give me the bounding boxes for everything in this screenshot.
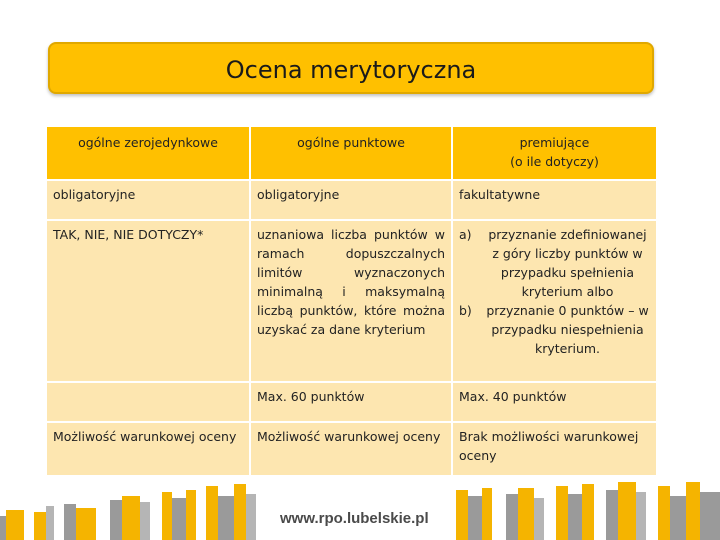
header-premiujace: premiujące (o ile dotyczy) <box>452 127 656 180</box>
option-marker: b) <box>459 303 472 318</box>
right-blocks <box>456 482 720 540</box>
header-punktowe: ogólne punktowe <box>250 127 452 180</box>
table-row <box>47 180 656 220</box>
cell-max-2: Max. 60 punktów <box>250 382 452 422</box>
option-text: przyznanie 0 punktów – w przypadku niespełnienia kryterium. <box>486 303 649 356</box>
cell-cond-1: Możliwość warunkowej oceny <box>47 422 250 475</box>
cell-cond-3: Brak możliwości warunkowej oceny <box>452 422 656 475</box>
cell-oblig-1: obligatoryjne <box>47 180 250 220</box>
list-item <box>459 225 650 301</box>
criteria-table <box>47 127 656 475</box>
cell-desc-2: uznaniowa liczba punktów w ramach dopuszczalnych limitów wyznaczonych minimalną i maksymalną liczbą punktów, które można uzyskać za dane kryterium <box>250 220 452 382</box>
table-row <box>47 422 656 475</box>
cell-cond-2: Możliwość warunkowej oceny <box>250 422 452 475</box>
title-banner <box>48 42 654 94</box>
cell-oblig-2: obligatoryjne <box>250 180 452 220</box>
cell-desc-3 <box>452 220 656 382</box>
list-item <box>459 301 650 358</box>
cell-max-1 <box>47 382 250 422</box>
option-list <box>459 225 650 358</box>
header-zerojedynkowe: ogólne zerojedynkowe <box>47 127 250 180</box>
footer <box>0 482 720 540</box>
cell-max-3: Max. 40 punktów <box>452 382 656 422</box>
option-text: przyznanie zdefiniowanej z góry liczby punktów w przypadku spełnienia kryterium albo <box>488 227 647 299</box>
option-marker: a) <box>459 227 472 242</box>
cell-desc-1: TAK, NIE, NIE DOTYCZY* <box>47 220 250 382</box>
table-row <box>47 382 656 422</box>
left-blocks <box>0 484 256 540</box>
table-row <box>47 220 656 382</box>
footer-url[interactable]: www.rpo.lubelskie.pl <box>280 510 429 527</box>
cell-oblig-3: fakultatywne <box>452 180 656 220</box>
table-header-row <box>47 127 656 180</box>
page-title: Ocena merytoryczna <box>225 56 477 84</box>
